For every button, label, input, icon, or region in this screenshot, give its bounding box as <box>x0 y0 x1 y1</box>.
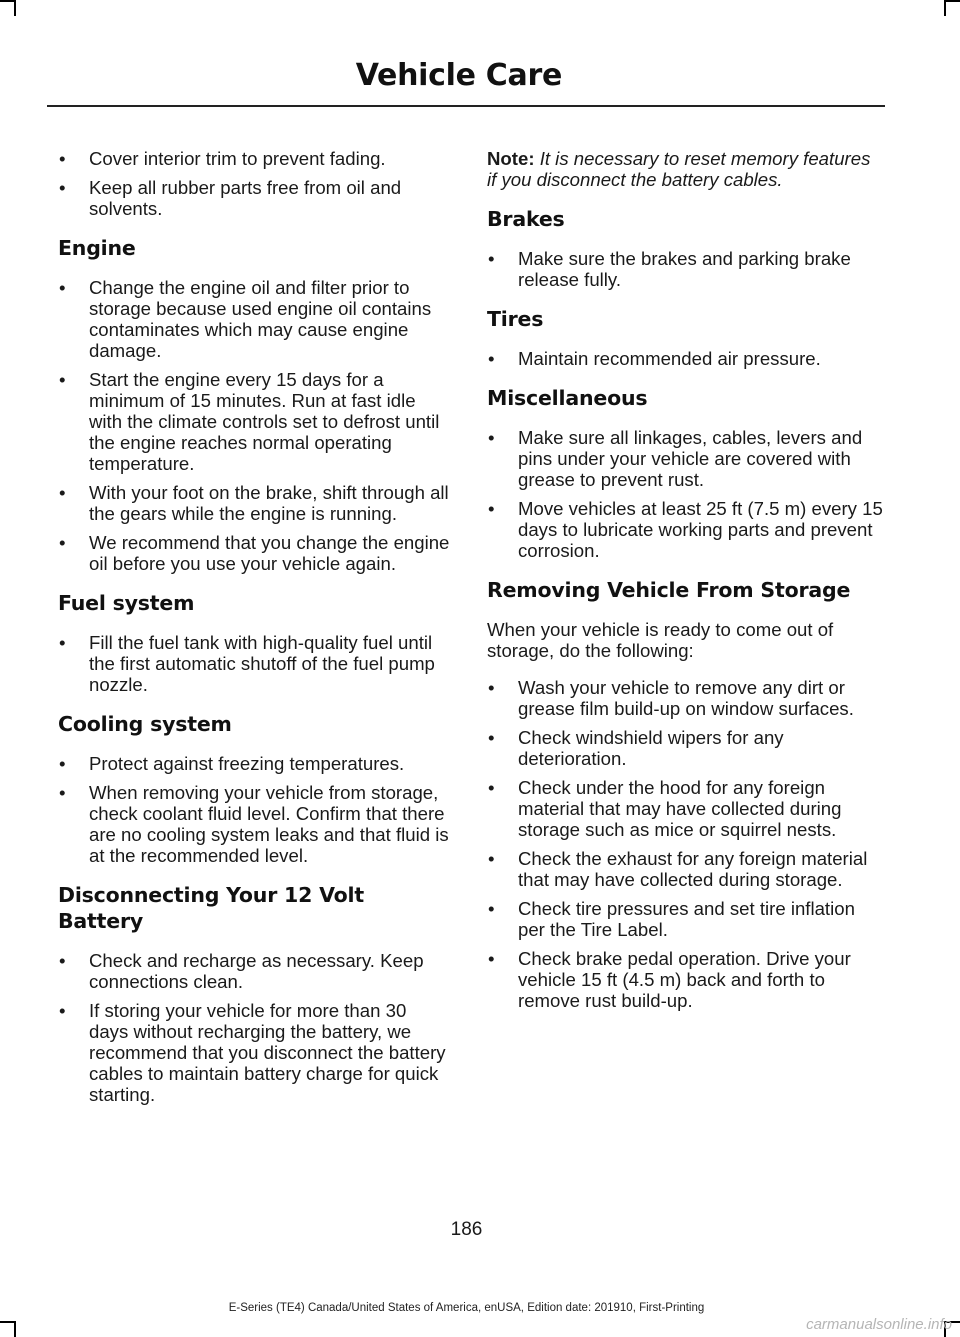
list-item: • Check windshield wipers for any deterioration. <box>487 727 883 769</box>
note-text: It is necessary to reset memory features if you disconnect the battery cables. <box>487 148 871 190</box>
list-item: • Check tire pressures and set tire inflation per the Tire Label. <box>487 898 883 940</box>
fuel-list <box>58 632 450 695</box>
list-item: • Wash your vehicle to remove any dirt or grease film build-up on window surfaces. <box>487 677 883 719</box>
intro-list <box>58 148 450 219</box>
removing-list <box>487 677 883 1011</box>
list-item: • When removing your vehicle from storage, check coolant fluid level. Confirm that there are no cooling system leaks and that fluid is at the recommended level. <box>58 782 450 866</box>
note <box>487 148 883 190</box>
removing-intro: When your vehicle is ready to come out of storage, do the following: <box>487 619 834 661</box>
list-item: • We recommend that you change the engine oil before you use your vehicle again. <box>58 532 450 574</box>
page-title: Vehicle Care <box>355 58 562 93</box>
watermark: carmanualsonline.info <box>806 1316 952 1333</box>
list-item: • With your foot on the brake, shift through all the gears while the engine is running. <box>58 482 450 524</box>
list-item: • Cover interior trim to prevent fading. <box>58 148 450 169</box>
misc-list <box>487 427 883 561</box>
crop-mark-bottom-left <box>14 1321 16 1337</box>
left-column <box>58 148 450 1121</box>
section-heading-cooling-system: Cooling system <box>58 712 232 736</box>
section-heading-tires: Tires <box>487 307 544 331</box>
list-item: • Check brake pedal operation. Drive your vehicle 15 ft (4.5 m) back and forth to remove rust build-up. <box>487 948 883 1011</box>
list-item: • Make sure all linkages, cables, levers and pins under your vehicle are covered with grease to prevent rust. <box>487 427 883 490</box>
footer-edition-info: E-Series (TE4) Canada/United States of America, enUSA, Edition date: 201910, First-Printing <box>228 1302 705 1314</box>
list-item: • Make sure the brakes and parking brake release fully. <box>487 248 883 290</box>
crop-mark-bottom-left <box>0 1321 16 1323</box>
tires-list <box>487 348 883 369</box>
battery-list <box>58 950 450 1105</box>
list-item: • Check under the hood for any foreign material that may have collected during storage such as mice or squirrel nests. <box>487 777 883 840</box>
page-number: 186 <box>450 1219 483 1240</box>
section-heading-engine: Engine <box>58 236 136 260</box>
crop-mark-top-left <box>14 0 16 16</box>
note-label: Note: <box>487 148 535 169</box>
section-heading-miscellaneous: Miscellaneous <box>487 386 648 410</box>
cooling-list <box>58 753 450 866</box>
brakes-list <box>487 248 883 290</box>
list-item: • If storing your vehicle for more than 30 days without recharging the battery, we recommend that you disconnect the battery cables to maintain battery charge for quick starting. <box>58 1000 450 1105</box>
section-heading-battery: Disconnecting Your 12 Volt Battery <box>58 883 364 933</box>
section-heading-fuel-system: Fuel system <box>58 591 195 615</box>
right-column <box>487 148 883 1027</box>
list-item: • Maintain recommended air pressure. <box>487 348 883 369</box>
list-item: • Check the exhaust for any foreign material that may have collected during storage. <box>487 848 883 890</box>
crop-mark-top-right <box>944 0 946 16</box>
list-item: • Start the engine every 15 days for a minimum of 15 minutes. Run at fast idle with the climate controls set to defrost until the engine reaches normal operating temperature. <box>58 369 450 474</box>
section-heading-brakes: Brakes <box>487 207 565 231</box>
list-item: • Fill the fuel tank with high-quality fuel until the first automatic shutoff of the fuel pump nozzle. <box>58 632 450 695</box>
list-item: • Keep all rubber parts free from oil and solvents. <box>58 177 450 219</box>
list-item: • Change the engine oil and filter prior to storage because used engine oil contains contaminates which may cause engine damage. <box>58 277 450 361</box>
section-heading-removing-from-storage: Removing Vehicle From Storage <box>487 578 851 602</box>
engine-list <box>58 277 450 574</box>
list-item: • Move vehicles at least 25 ft (7.5 m) every 15 days to lubricate working parts and prevent corrosion. <box>487 498 883 561</box>
list-item: • Protect against freezing temperatures. <box>58 753 450 774</box>
header-divider <box>47 105 885 107</box>
list-item: • Check and recharge as necessary. Keep connections clean. <box>58 950 450 992</box>
crop-mark-top-right <box>944 0 960 2</box>
